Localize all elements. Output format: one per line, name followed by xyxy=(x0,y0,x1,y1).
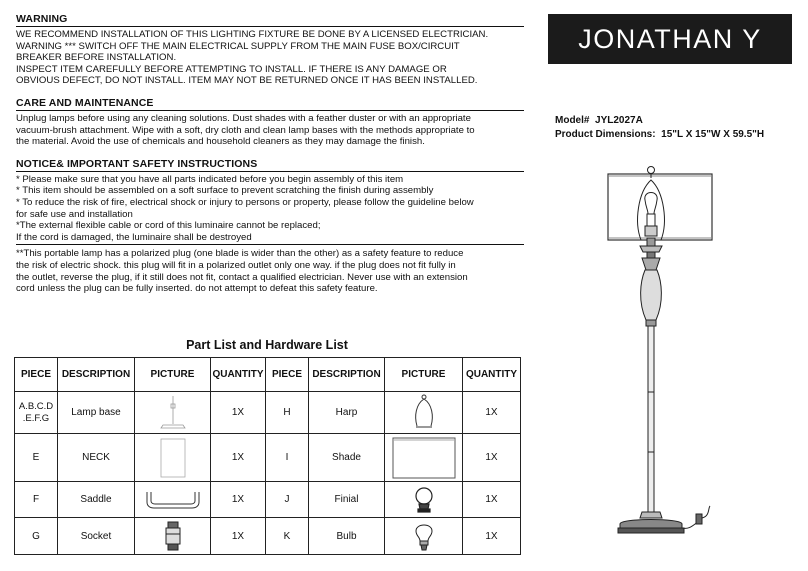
product-info xyxy=(555,114,764,142)
socket-icon xyxy=(162,520,184,552)
notice-line: * Please make sure that you have all parts indicated before you begin assembly of this item xyxy=(16,173,404,185)
piece-cell: K xyxy=(266,518,309,555)
header-cell: QUANTITY xyxy=(463,358,521,392)
notice-line: If the cord is damaged, the luminaire shall be destroyed xyxy=(16,232,524,246)
quantity-cell: 1X xyxy=(463,434,521,482)
description-cell: Finial xyxy=(309,482,385,518)
table-row xyxy=(15,518,521,555)
care-line: vacuum-brush attachment. Wipe with a soft, dry cloth and clean lamp bases with the methods appropriate to xyxy=(16,124,475,136)
header-cell: DESCRIPTION xyxy=(309,358,385,392)
description-cell: Bulb xyxy=(309,518,385,555)
parts-list-title: Part List and Hardware List xyxy=(186,338,348,352)
warning-line: BREAKER BEFORE INSTALLATION. xyxy=(16,52,177,64)
piece-cell: J xyxy=(266,482,309,518)
model-label: Model# xyxy=(555,115,590,126)
header-cell: PICTURE xyxy=(135,358,211,392)
warning-line: WE RECOMMEND INSTALLATION OF THIS LIGHTING FIXTURE BE DONE BY A LICENSED ELECTRICIAN. xyxy=(16,29,489,40)
table-row xyxy=(15,482,521,518)
plug-line: cord unless the plug can be fully inserted. do not attempt to defeat this safety feature. xyxy=(16,283,378,295)
warning-line: OBVIOUS DEFECT, DO NOT INSTALL. ITEM MAY NOT BE RETURNED ONCE IT HAS BEEN INSTALLED. xyxy=(16,75,478,87)
notice-line: *The external flexible cable or cord of this luminaire cannot be replaced; xyxy=(16,220,321,232)
header-cell: PICTURE xyxy=(385,358,463,392)
model-line xyxy=(555,114,764,128)
model-value: JYL2027A xyxy=(595,115,643,126)
warning-section xyxy=(16,13,524,87)
quantity-cell: 1X xyxy=(211,518,266,555)
picture-cell xyxy=(135,482,211,518)
plug-line: **This portable lamp has a polarized plug (one blade is wider than the other) as a safety feature to reduce xyxy=(16,248,464,260)
bulb-icon xyxy=(413,520,435,552)
piece-cell: F xyxy=(15,482,58,518)
header-cell: PIECE xyxy=(266,358,309,392)
quantity-cell: 1X xyxy=(463,518,521,555)
care-line: Unplug lamps before using any cleaning solutions. Dust shades with a feather duster or with an appropriate xyxy=(16,112,471,124)
piece-cell: G xyxy=(15,518,58,555)
quantity-cell: 1X xyxy=(463,392,521,434)
quantity-cell: 1X xyxy=(211,434,266,482)
header-cell: PIECE xyxy=(15,358,58,392)
lamp-base-icon xyxy=(153,394,193,432)
quantity-cell: 1X xyxy=(211,482,266,518)
piece-cell: A.B.C.D .E.F.G xyxy=(15,392,58,434)
quantity-cell: 1X xyxy=(463,482,521,518)
table-header-row xyxy=(15,358,521,392)
piece-cell: E xyxy=(15,434,58,482)
care-section xyxy=(16,97,524,148)
dimensions-value: 15"L X 15"W X 59.5"H xyxy=(661,129,765,140)
finial-icon xyxy=(413,486,435,514)
floor-lamp-illustration xyxy=(590,162,730,548)
table-row xyxy=(15,392,521,434)
warning-line: INSPECT ITEM CAREFULLY BEFORE ATTEMPTING TO INSTALL. IF THERE IS ANY DAMAGE OR xyxy=(16,63,447,75)
picture-cell xyxy=(385,434,463,482)
notice-line: * To reduce the risk of fire, electrical shock or injury to persons or property, please follow the guideline below xyxy=(16,196,474,208)
plug-line: the risk of electric shock. this plug will fit in a polarized outlet only one way. if the plug does not fit fully in xyxy=(16,259,456,271)
description-cell: Shade xyxy=(309,434,385,482)
notice-line: * This item should be assembled on a soft surface to prevent scratching the finish during assembly xyxy=(16,185,434,197)
picture-cell xyxy=(385,482,463,518)
warning-line: WARNING *** SWITCH OFF THE MAIN ELECTRICAL SUPPLY FROM THE MAIN FUSE BOX/CIRCUIT xyxy=(16,40,460,52)
notice-heading: NOTICE& IMPORTANT SAFETY INSTRUCTIONS xyxy=(16,158,524,172)
header-cell: DESCRIPTION xyxy=(58,358,135,392)
notice-section xyxy=(16,158,524,295)
plug-line: the outlet, reverse the plug, if it still does not fit, contact a qualified electrician. Never use with an extension xyxy=(16,271,468,283)
shade-icon xyxy=(391,436,457,480)
dimensions-line xyxy=(555,128,764,142)
picture-cell xyxy=(385,518,463,555)
picture-cell xyxy=(385,392,463,434)
instructions-column xyxy=(16,13,524,299)
dimensions-label: Product Dimensions: xyxy=(555,129,656,140)
piece-cell: H xyxy=(266,392,309,434)
table-row xyxy=(15,434,521,482)
picture-cell xyxy=(135,518,211,555)
notice-line: for safe use and installation xyxy=(16,208,133,220)
harp-icon xyxy=(412,394,436,432)
neck-icon xyxy=(158,436,188,480)
header-cell: QUANTITY xyxy=(211,358,266,392)
description-cell: Saddle xyxy=(58,482,135,518)
piece-cell: I xyxy=(266,434,309,482)
care-heading: CARE AND MAINTENANCE xyxy=(16,97,524,111)
picture-cell xyxy=(135,434,211,482)
description-cell: Harp xyxy=(309,392,385,434)
parts-table xyxy=(14,357,521,555)
warning-heading: WARNING xyxy=(16,13,524,27)
saddle-icon xyxy=(144,488,202,512)
description-cell: Socket xyxy=(58,518,135,555)
picture-cell xyxy=(135,392,211,434)
brand-logo: JONATHAN Y xyxy=(548,14,792,64)
description-cell: NECK xyxy=(58,434,135,482)
quantity-cell: 1X xyxy=(211,392,266,434)
care-line: the material. Avoid the use of chemicals and household cleaners as they may damage the finish. xyxy=(16,136,425,148)
description-cell: Lamp base xyxy=(58,392,135,434)
